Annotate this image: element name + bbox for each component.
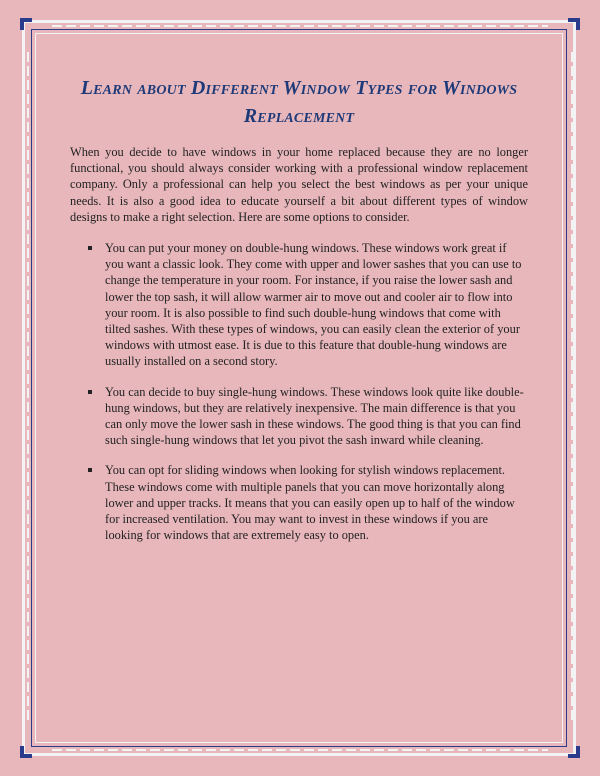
- border-corner-bottom-left: [20, 742, 36, 758]
- list-item: [105, 462, 528, 543]
- options-list: [70, 240, 528, 543]
- border-dash-bottom: [52, 749, 548, 751]
- bullet-square-icon: [88, 468, 92, 472]
- list-item-text: You can put your money on double-hung windows. These windows work great if you want a classic look. They come with upper and lower sashes that you can use to change the temperature in your room. For instance, if you raise the lower sash and lower the top sash, it will allow warmer air to move out and cooler air to flow into your room. It is also possible to find such double-hung windows that come with tilted sashes. With these types of windows, you can easily clean the exterior of your windows with utmost ease. It is due to this feature that double-hung windows are usually installed on a second story.: [105, 241, 522, 369]
- border-corner-top-left: [20, 18, 36, 34]
- intro-paragraph: When you decide to have windows in your home replaced because they are no longer functional, you should always consider working with a professional window replacement company. Only a professional can help you select the best windows as per your unique needs. It is also a good idea to educate yourself a bit about different types of window designs to make a right selection. Here are some options to consider.: [70, 145, 528, 224]
- list-item-text: You can opt for sliding windows when looking for stylish windows replacement. These windows come with multiple panels that you can move horizontally along lower and upper tracks. It means that you can easily open up to half of the window for increased ventilation. You may want to invest in these windows if you are looking for windows that are extremely easy to open.: [105, 463, 515, 543]
- border-dash-right: [571, 52, 573, 724]
- list-item: [105, 384, 528, 449]
- document-body: [70, 74, 528, 557]
- list-item: [105, 240, 528, 370]
- border-dash-left: [27, 52, 29, 724]
- border-corner-bottom-right: [564, 742, 580, 758]
- border-corner-top-right: [564, 18, 580, 34]
- list-item-text: You can decide to buy single-hung windows. These windows look quite like double-hung windows, but they are relatively inexpensive. The main difference is that you can only move the lower sash in these windows. The good thing is that you can find such single-hung windows that let you pivot the sash inward while cleaning.: [105, 384, 524, 448]
- document-title: Learn about Different Window Types for Windows Replacement: [80, 77, 518, 127]
- bullet-square-icon: [88, 390, 92, 394]
- bullet-square-icon: [88, 246, 92, 250]
- border-dash-top: [52, 25, 548, 27]
